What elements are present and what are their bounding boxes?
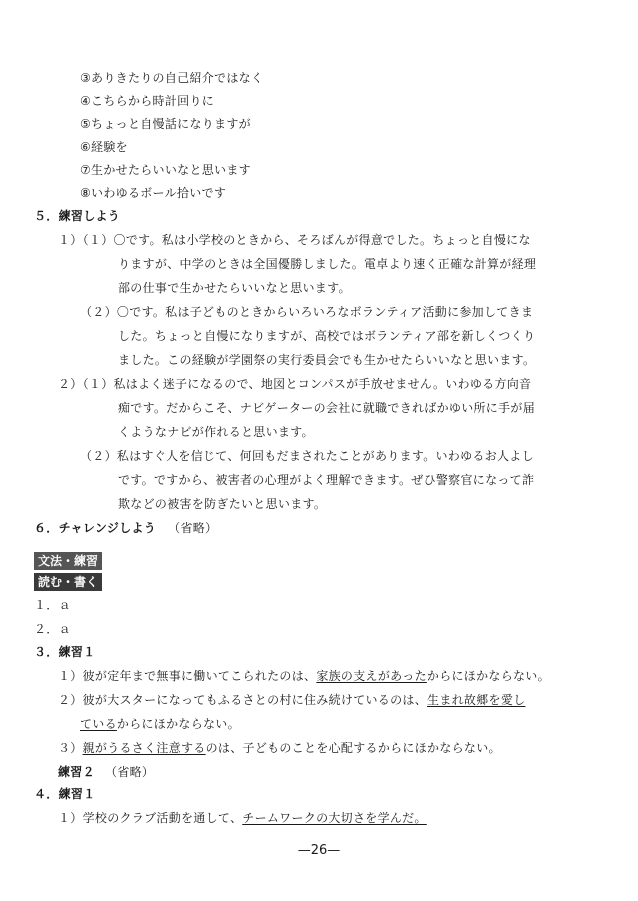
s5-line: ２）（１）私はよく迷子になるので、地図とコンパスが手放せません。いわゆる方向音 <box>58 377 532 391</box>
underlined-answer: ている <box>80 717 117 731</box>
text: ３） <box>58 741 83 755</box>
text: からにほかならない。 <box>116 717 240 731</box>
s5-line: 部の仕事で生かせたらいいなと思います。 <box>118 281 351 295</box>
section6-note: （省略） <box>168 521 218 535</box>
item-4: ④こちらから時計回りに <box>80 94 215 108</box>
text: からにほかならない。 <box>426 669 550 683</box>
answer-1: １．ａ <box>34 598 71 612</box>
s5-line: １）（１）〇です。私は小学校のときから、そろばんが得意でした。ちょっと自慢にな <box>58 233 531 247</box>
underlined-answer: 家族の支えがあった <box>316 669 427 683</box>
answer-3-3 <box>58 740 501 756</box>
text: １）彼が定年まで無事に働いてこられたのは、 <box>58 669 317 683</box>
section6-heading: ６．チャレンジしよう <box>34 521 157 535</box>
answer-4-heading: ４．練習１ <box>34 787 96 801</box>
answer-3-2-cont <box>80 716 240 732</box>
practice-2-label: 練習２ <box>58 765 95 779</box>
read-write-badge: 読む・書く <box>34 573 102 591</box>
s5-line: （２）私はすぐ人を信じて、何回もだまされたことがあります。いわゆるお人よし <box>80 449 534 463</box>
page-number: —26— <box>297 843 341 858</box>
item-7: ⑦生かせたらいいなと思います <box>80 163 251 177</box>
item-5: ⑤ちょっと自慢話になりますが <box>80 117 251 131</box>
answer-2: ２．ａ <box>34 622 71 636</box>
item-8: ⑧いわゆるボール拾いです <box>80 186 227 200</box>
answer-3-heading: ３．練習１ <box>34 645 96 659</box>
underlined-answer: チームワークの大切さを学んだ。 <box>242 811 427 825</box>
answer-3-2 <box>58 692 525 708</box>
answer-3-1 <box>58 668 550 684</box>
text: １）学校のクラブ活動を通して、 <box>58 811 243 825</box>
s5-line: です。ですから、被害者の心理がよく理解できます。ぜひ警察官になって詐 <box>118 473 535 487</box>
grammar-practice-badge: 文法・練習 <box>34 552 102 570</box>
s5-line: した。ちょっと自慢になりますが、高校ではボランティア部を新しくつくり <box>118 329 536 343</box>
s5-line: ました。この経験が学園祭の実行委員会でも生かせたらいいなと思います。 <box>118 353 536 367</box>
item-6: ⑥経験を <box>80 140 128 154</box>
s5-line: りますが、中学のときは全国優勝しました。電卓より速く正確な計算が経理 <box>118 257 537 271</box>
answer-4-1 <box>58 810 427 826</box>
s5-line: （２）〇です。私は子どものときからいろいろなボランティア活動に参加してきま <box>80 305 534 319</box>
s5-line: 痴です。だからこそ、ナビゲーターの会社に就職できればかゆい所に手が届 <box>118 401 536 415</box>
text: のは、子どものことを心配するからにほかならない。 <box>205 741 501 755</box>
section5-heading: ５．練習しよう <box>34 209 121 223</box>
section6 <box>34 520 217 536</box>
practice-2-note: （省略） <box>105 765 155 779</box>
underlined-answer: 親がうるさく注意する <box>82 741 206 755</box>
text: ２）彼が大スターになってもふるさとの村に住み続けているのは、 <box>58 693 428 707</box>
practice-2 <box>58 764 154 780</box>
item-3: ③ありきたりの自己紹介ではなく <box>80 71 264 85</box>
s5-line: 欺などの被害を防ぎたいと思います。 <box>118 497 327 511</box>
underlined-answer: 生まれ故郷を愛し <box>427 693 526 707</box>
s5-line: くようなナビが作れると思います。 <box>118 425 314 439</box>
